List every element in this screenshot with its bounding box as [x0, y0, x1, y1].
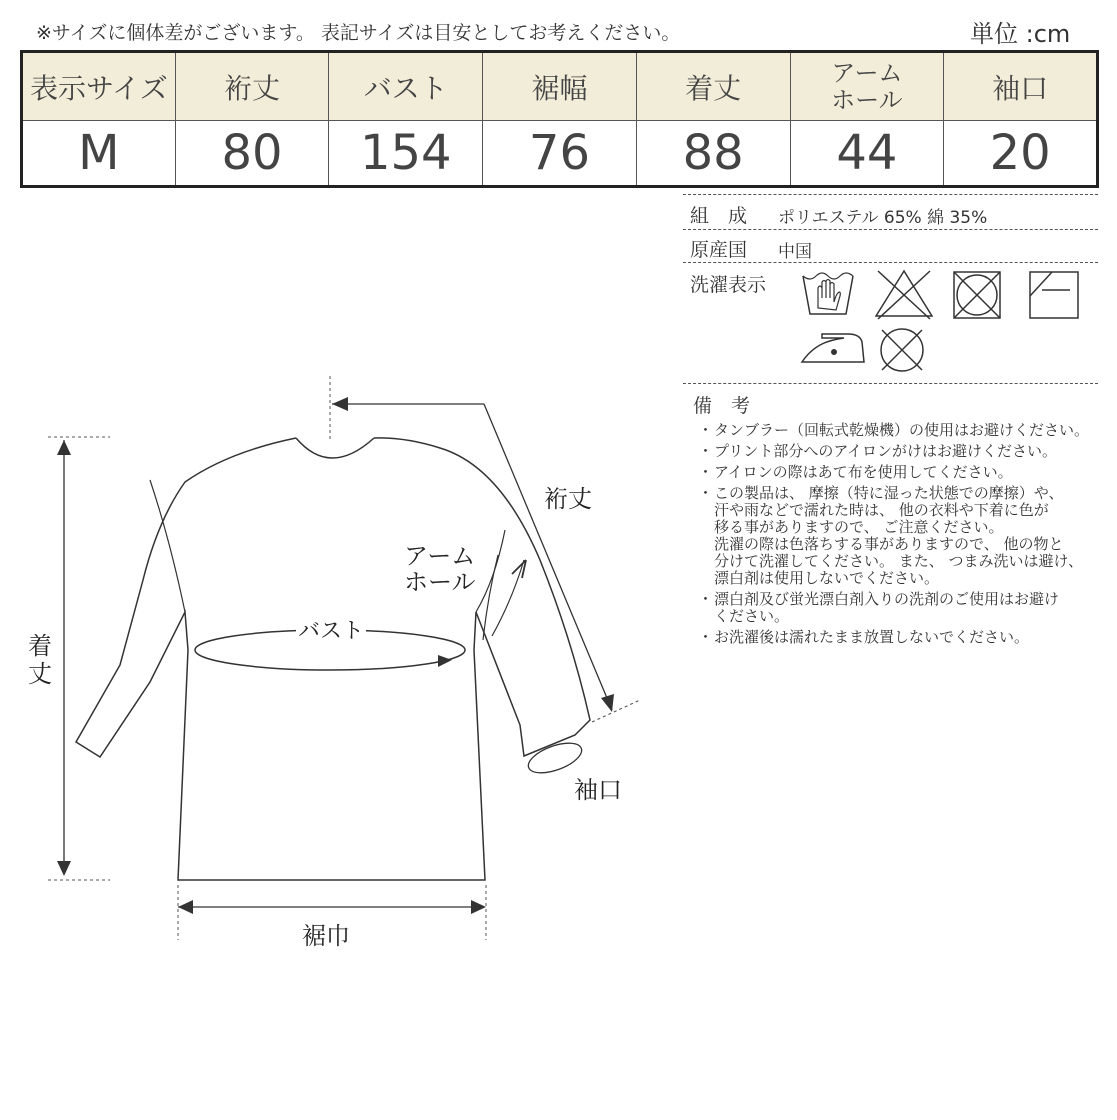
value-size: M — [22, 121, 176, 187]
length-arrow — [57, 861, 71, 876]
bust-arrow — [438, 655, 452, 667]
header-cuff: 袖口 — [944, 52, 1098, 121]
sleeve-length-arrow — [332, 397, 348, 411]
composition-label: 組 成 — [690, 205, 748, 227]
remark-item: ・ お洗濯後は濡れたまま放置しないでください。 — [700, 629, 1105, 646]
header-size: 表示サイズ — [22, 52, 176, 121]
remark-item: ・ この製品は、 摩擦（特に湿った状態での摩擦）や、 汗や雨などで濡れた時は、 他の衣料や下着に色が 移る事がありますので、 ご注意ください。 洗濯の際は色落ちする事がありますので、 他の物と 分けて洗濯してください。 また、 つまみ洗いは避け、 漂白剤は使用しないでください。 — [700, 485, 1105, 587]
divider — [683, 383, 1098, 384]
value-armhole: 44 — [790, 121, 944, 187]
side-seam-left — [150, 480, 185, 612]
size-table — [20, 50, 1099, 188]
hand-wash-icon — [800, 268, 856, 318]
no-bleach-icon — [872, 268, 936, 320]
sleeve-length-arrow — [601, 694, 614, 712]
garment-diagram — [0, 360, 680, 960]
length-label: 着 丈 — [28, 632, 52, 688]
value-cuff: 20 — [944, 121, 1098, 187]
size-table-value-row — [22, 121, 1098, 187]
remark-item: ・ アイロンの際はあて布を使用してください。 — [700, 464, 1105, 481]
iron-low-icon — [800, 328, 866, 368]
value-bust: 154 — [329, 121, 483, 187]
remark-item: ・ 漂白剤及び蛍光漂白剤入りの洗剤のご使用はお避け ください。 — [700, 591, 1105, 625]
origin-label: 原産国 — [690, 239, 748, 261]
guide-line — [592, 700, 640, 722]
no-tumble-dry-icon — [952, 270, 1004, 322]
divider — [683, 229, 1098, 230]
garment-outline — [76, 438, 590, 880]
no-dry-clean-icon — [878, 326, 926, 374]
side-seam-right — [476, 530, 505, 612]
header-armhole: アーム ホール — [790, 52, 944, 121]
armhole-label: アーム ホール — [404, 542, 476, 596]
bust-label: バスト — [298, 619, 365, 644]
header-bust: バスト — [329, 52, 483, 121]
value-length: 88 — [636, 121, 790, 187]
remarks-list — [700, 422, 1105, 650]
header-sleeve-length: 裄丈 — [175, 52, 329, 121]
cuff-label: 袖口 — [574, 776, 622, 804]
value-hem-width: 76 — [483, 121, 637, 187]
sleeve-length-line — [484, 404, 612, 710]
unit-label: 単位 :cm — [970, 20, 1071, 48]
divider — [683, 194, 1098, 195]
hem-width-arrow — [471, 900, 486, 914]
remark-item: ・ タンブラー（回転式乾燥機）の使用はお避けください。 — [700, 422, 1105, 439]
sleeve-length-label: 裄丈 — [544, 485, 592, 513]
remark-item: ・ プリント部分へのアイロンがけはお避けください。 — [700, 443, 1105, 460]
hem-width-arrow — [178, 900, 193, 914]
size-table-header-row — [22, 52, 1098, 121]
origin-value: 中国 — [778, 242, 812, 262]
line-dry-shade-icon — [1028, 270, 1082, 322]
neckline — [296, 438, 374, 458]
care-label: 洗濯表示 — [690, 274, 767, 296]
divider — [683, 262, 1098, 263]
value-sleeve-length: 80 — [175, 121, 329, 187]
header-length: 着丈 — [636, 52, 790, 121]
size-notice: ※サイズに個体差がございます。 表記サイズは目安としてお考えください。 — [36, 22, 681, 44]
remarks-label: 備 考 — [693, 395, 751, 417]
armhole-line — [492, 560, 524, 636]
hem-width-label: 裾巾 — [302, 922, 350, 950]
composition-value: ポリエステル 65% 綿 35% — [778, 208, 988, 228]
header-hem-width: 裾幅 — [483, 52, 637, 121]
length-arrow — [57, 440, 71, 455]
